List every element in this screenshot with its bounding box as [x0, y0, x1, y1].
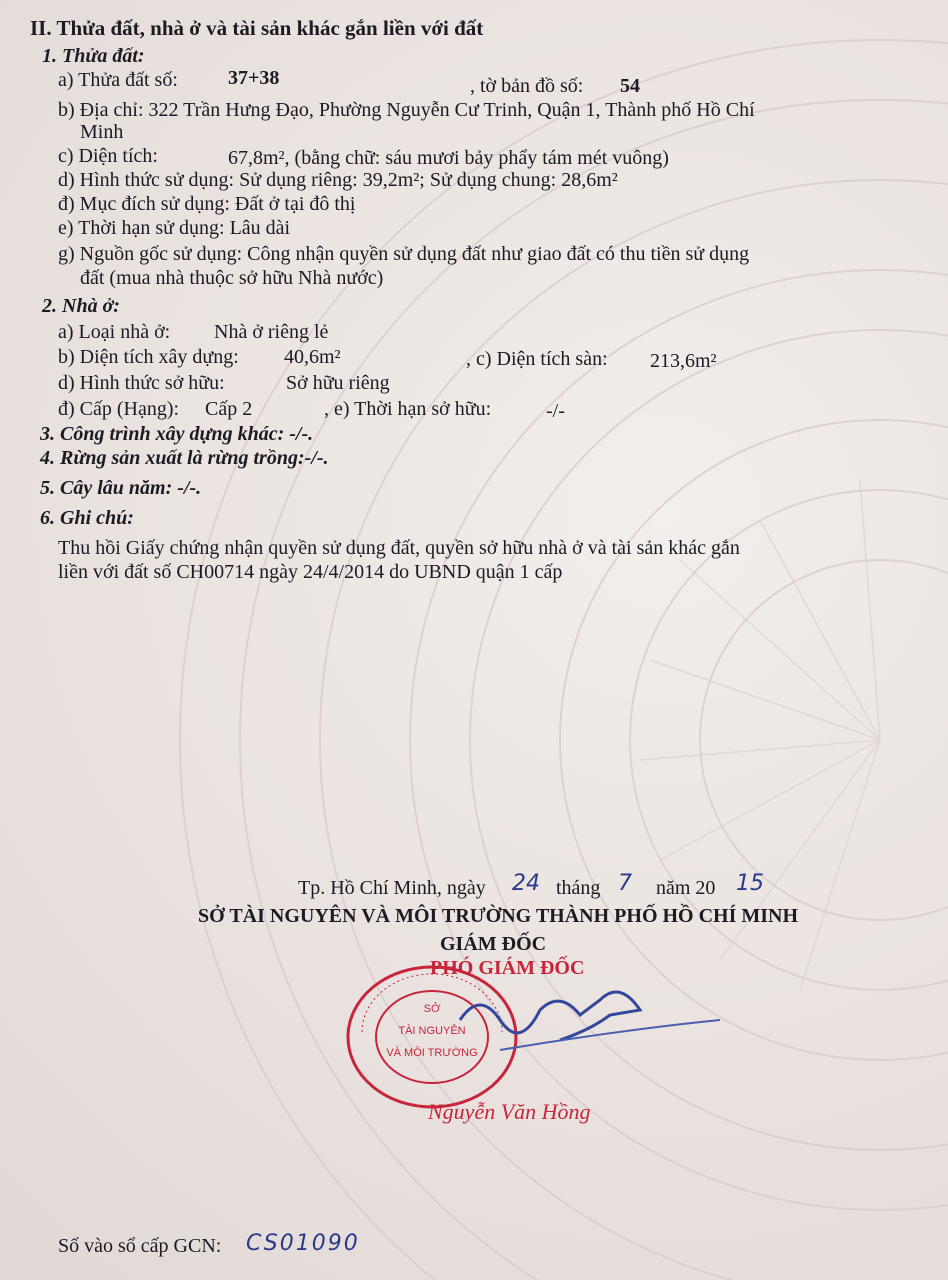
grade-label: đ) Cấp (Hạng): [58, 398, 180, 420]
date-year-label: năm 20 [656, 877, 716, 899]
deputy-title: PHÓ GIÁM ĐỐC [430, 957, 585, 979]
ownership-label: d) Hình thức sở hữu: [58, 372, 225, 394]
house-type-value: Nhà ở riêng lẻ [214, 321, 329, 343]
address-line-2: Minh [80, 121, 124, 143]
svg-text:SỞ: SỞ [423, 1003, 441, 1015]
map-label: , tờ bản đồ số: [470, 75, 584, 97]
notes-heading: 6. Ghi chú: [40, 507, 134, 529]
build-area-value: 40,6m² [284, 346, 341, 368]
grade-value: Cấp 2 [205, 398, 253, 420]
forest: 4. Rừng sản xuất là rừng trồng:-/-. [40, 447, 329, 469]
notes-line-2: liền với đất số CH00714 ngày 24/4/2014 do UBND quận 1 cấp [58, 561, 563, 583]
date-day: 24 [512, 871, 540, 896]
director-title: GIÁM ĐỐC [440, 933, 547, 955]
own-term-label: , e) Thời hạn sở hữu: [324, 398, 492, 420]
land-heading: 1. Thửa đất: [42, 45, 145, 67]
agency-name: SỞ TÀI NGUYÊN VÀ MÔI TRƯỜNG THÀNH PHỐ HỒ CHÍ MINH [198, 905, 799, 927]
notes-line-1: Thu hồi Giấy chứng nhận quyền sử dụng đất, quyền sở hữu nhà ở và tài sản khác gắn [58, 537, 740, 559]
house-type-label: a) Loại nhà ở: [58, 321, 171, 343]
ownership-value: Sở hữu riêng [286, 372, 390, 394]
signature [440, 970, 740, 1080]
date-place: Tp. Hồ Chí Minh, ngày [298, 877, 486, 899]
use-form: d) Hình thức sử dụng: Sử dụng riêng: 39,2m²; Sử dụng chung: 28,6m² [58, 169, 618, 191]
use-purpose: đ) Mục đích sử dụng: Đất ở tại đô thị [58, 193, 356, 215]
registry-label: Số vào sổ cấp GCN: [58, 1235, 222, 1257]
signer-name: Nguyễn Văn Hồng [428, 1099, 591, 1124]
parcel-label: a) Thửa đất số: [58, 69, 178, 91]
area-label: c) Diện tích: [58, 145, 158, 167]
registry-number: CS01090 [246, 1231, 360, 1256]
svg-text:VÀ MÔI TRƯỜNG: VÀ MÔI TRƯỜNG [386, 1047, 478, 1059]
address-line-1: b) Địa chỉ: 322 Trần Hưng Đạo, Phường Nguyễn Cư Trinh, Quận 1, Thành phố Hồ Chí [58, 99, 755, 121]
origin-line-2: đất (mua nhà thuộc sở hữu Nhà nước) [80, 267, 384, 289]
date-year-suffix: 15 [736, 871, 764, 896]
area-value: 67,8m², (bằng chữ: sáu mươi bảy phẩy tám mét vuông) [228, 147, 669, 169]
own-term-value: -/- [546, 400, 565, 422]
parcel-number: 37+38 [228, 67, 280, 89]
perennial: 5. Cây lâu năm: -/-. [40, 477, 202, 499]
use-term: e) Thời hạn sử dụng: Lâu dài [58, 217, 291, 239]
other-works: 3. Công trình xây dựng khác: -/-. [40, 423, 314, 445]
floor-area-value: 213,6m² [650, 350, 717, 372]
house-heading: 2. Nhà ở: [42, 295, 120, 317]
build-area-label: b) Diện tích xây dựng: [58, 346, 239, 368]
date-month-label: tháng [556, 877, 601, 899]
origin-line-1: g) Nguồn gốc sử dụng: Công nhận quyền sử dụng đất như giao đất có thu tiền sử dụng [58, 243, 750, 265]
svg-text:TÀI NGUYÊN: TÀI NGUYÊN [398, 1025, 466, 1037]
date-month: 7 [618, 871, 632, 896]
floor-area-label: , c) Diện tích sàn: [466, 348, 608, 370]
section-title: II. Thửa đất, nhà ở và tài sản khác gắn liền với đất [30, 16, 484, 40]
map-number: 54 [620, 75, 640, 97]
